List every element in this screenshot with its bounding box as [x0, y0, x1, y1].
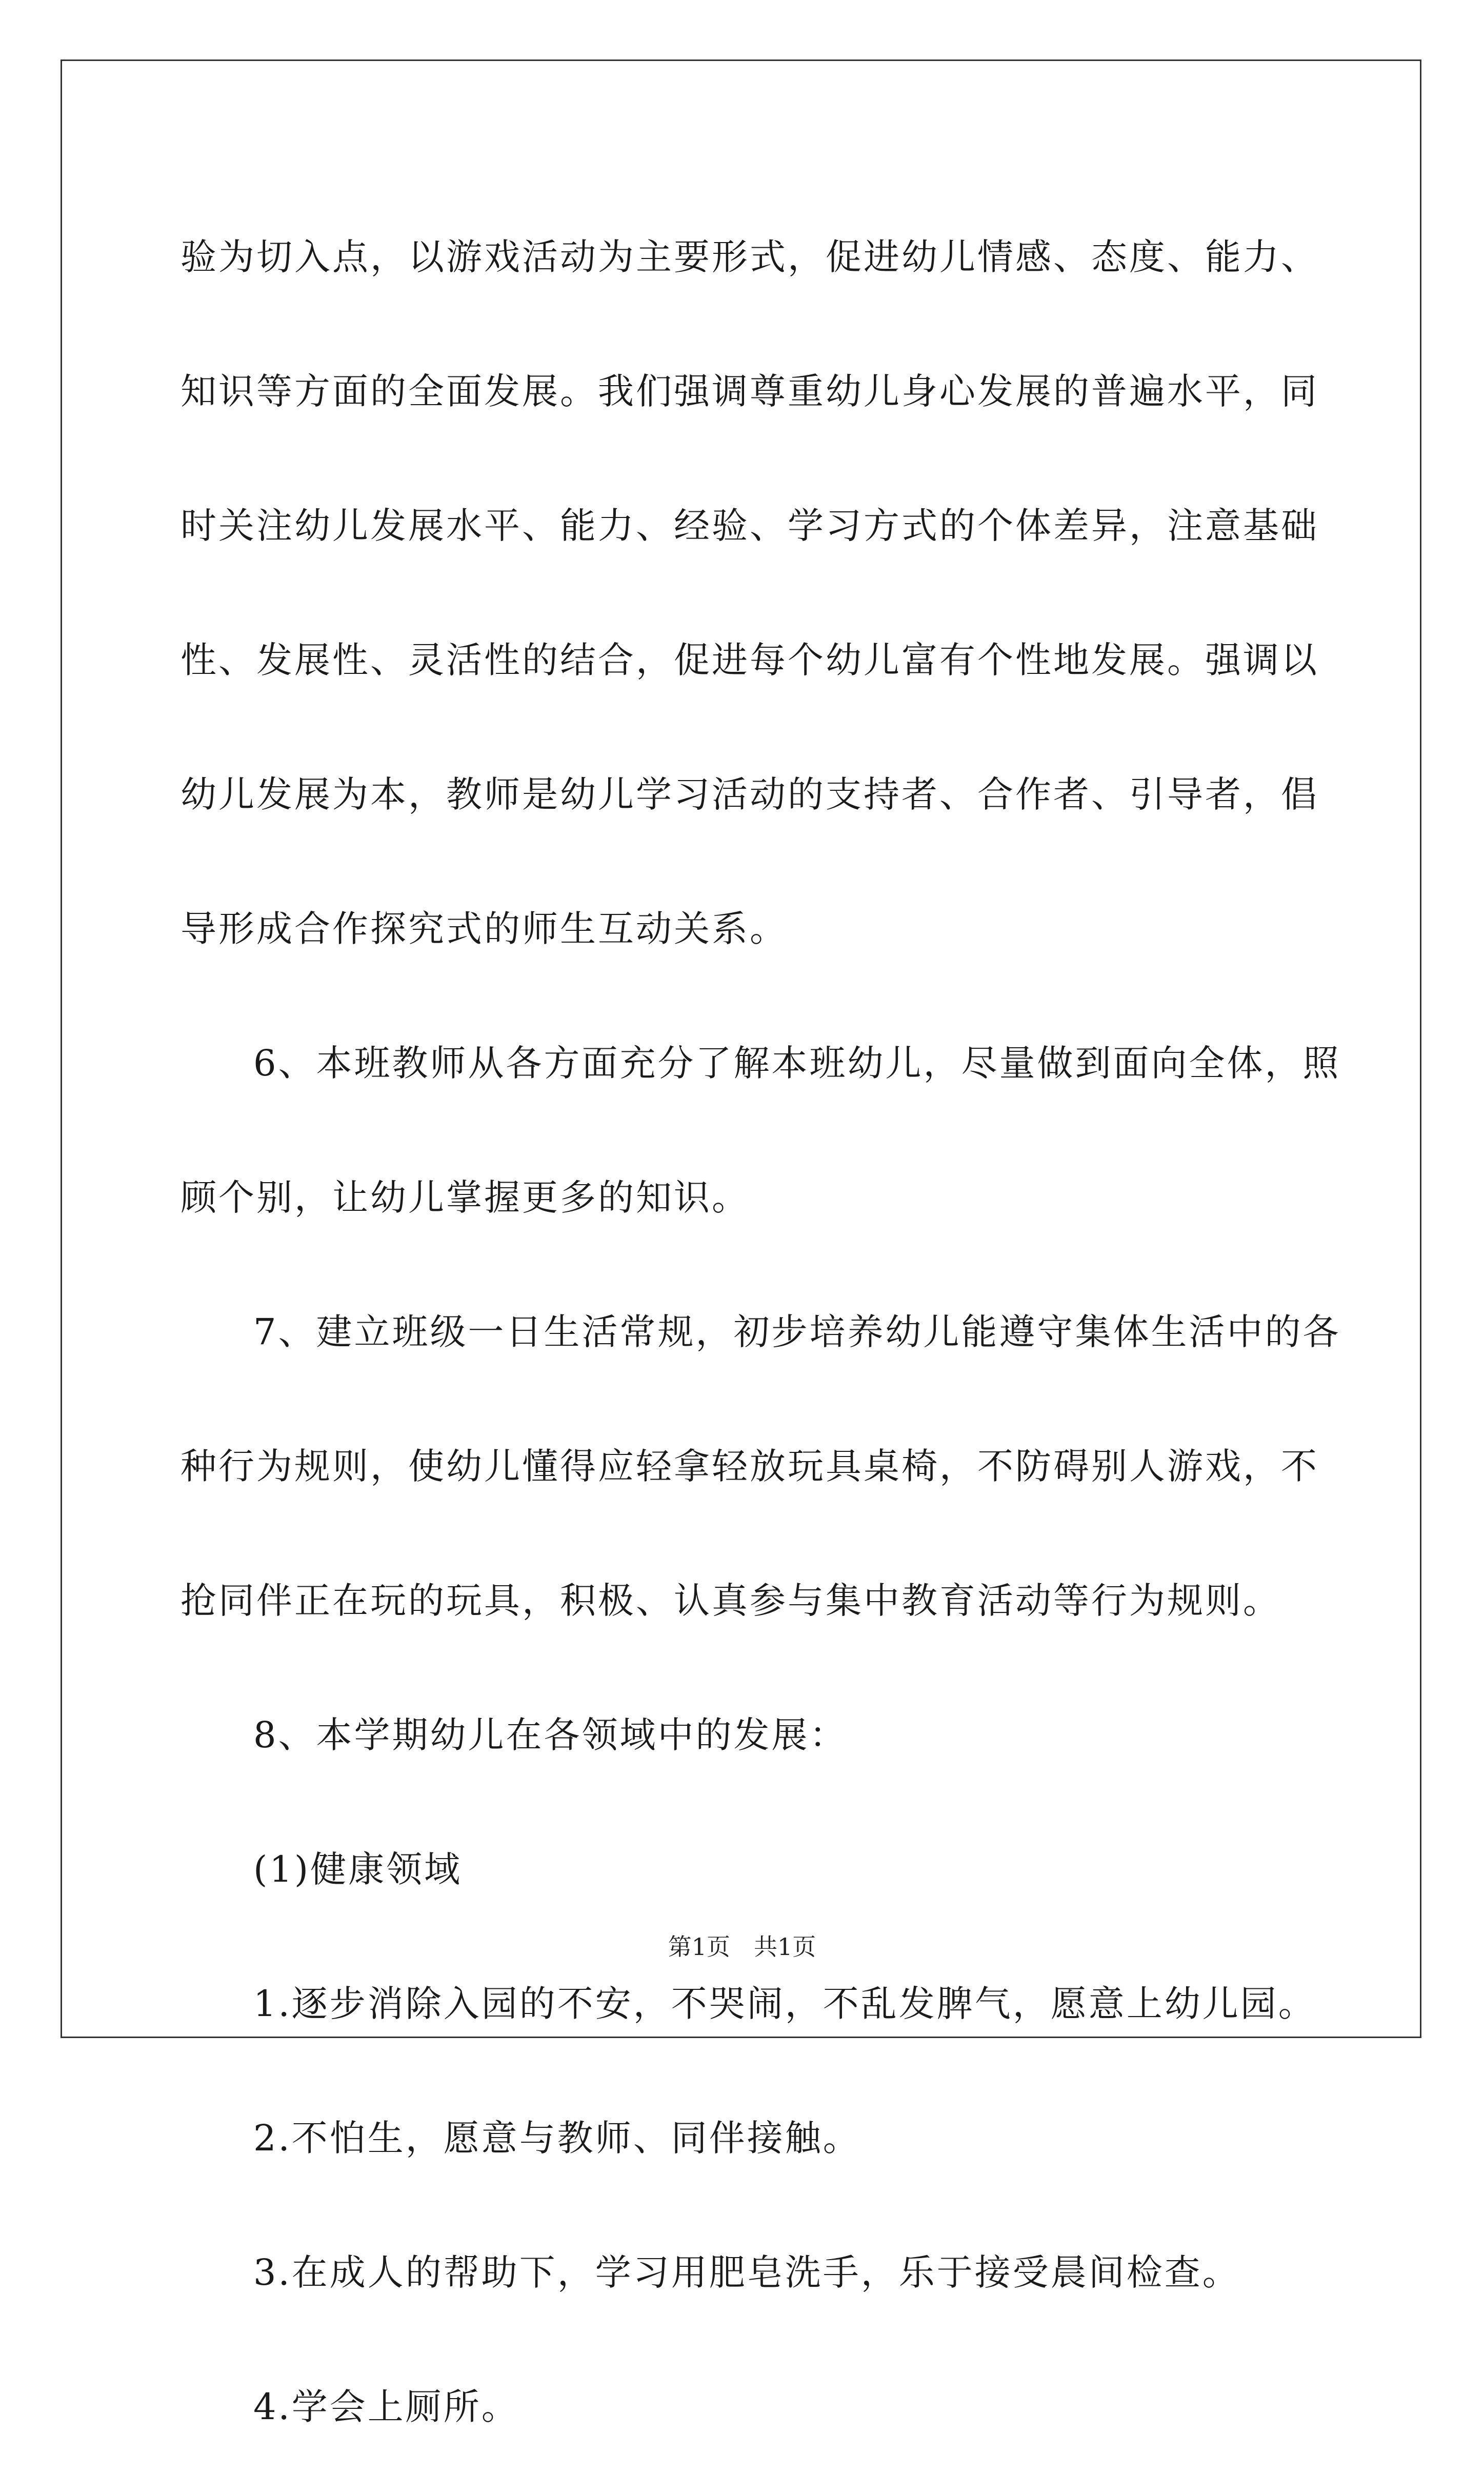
text-line: 验为切入点，以游戏活动为主要形式，促进幼儿情感、态度、能力、 — [181, 236, 1319, 278]
text-line: 抢同伴正在玩的玩具，积极、认真参与集中教育活动等行为规则。 — [181, 1580, 1281, 1622]
section-heading-health: (1)健康领域 — [253, 1848, 463, 1890]
list-item: 4.学会上厕所。 — [253, 2386, 519, 2428]
paragraph-7: 7、建立班级一日生活常规，初步培养幼儿能遵守集体生活中的各 — [253, 1311, 1341, 1353]
text-line: 导形成合作探究式的师生互动关系。 — [181, 908, 788, 950]
paragraph-6: 6、本班教师从各方面充分了解本班幼儿，尽量做到面向全体，照 — [253, 1042, 1341, 1084]
paragraph-8: 8、本学期幼儿在各领域中的发展： — [253, 1714, 848, 1756]
text-line: 顾个别，让幼儿掌握更多的知识。 — [181, 1176, 750, 1219]
list-item: 3.在成人的帮助下，学习用肥皂洗手，乐于接受晨间检查。 — [253, 2251, 1240, 2293]
text-line: 知识等方面的全面发展。我们强调尊重幼儿身心发展的普遍水平，同 — [181, 370, 1319, 412]
list-item: 1.逐步消除入园的不安，不哭闹，不乱发脾气，愿意上幼儿园。 — [253, 1983, 1316, 2025]
page-number-footer: 第1页 共1页 — [668, 1933, 816, 1961]
document-body — [181, 190, 1341, 2474]
text-line: 性、发展性、灵活性的结合，促进每个幼儿富有个性地发展。强调以 — [181, 639, 1319, 681]
text-line: 种行为规则，使幼儿懂得应轻拿轻放玩具桌椅，不防碍别人游戏，不 — [181, 1445, 1319, 1487]
text-line: 时关注幼儿发展水平、能力、经验、学习方式的个体差异，注意基础 — [181, 505, 1319, 547]
list-item: 2.不怕生，愿意与教师、同伴接触。 — [253, 2117, 861, 2159]
text-line: 幼儿发展为本，教师是幼儿学习活动的支持者、合作者、引导者，倡 — [181, 773, 1319, 815]
